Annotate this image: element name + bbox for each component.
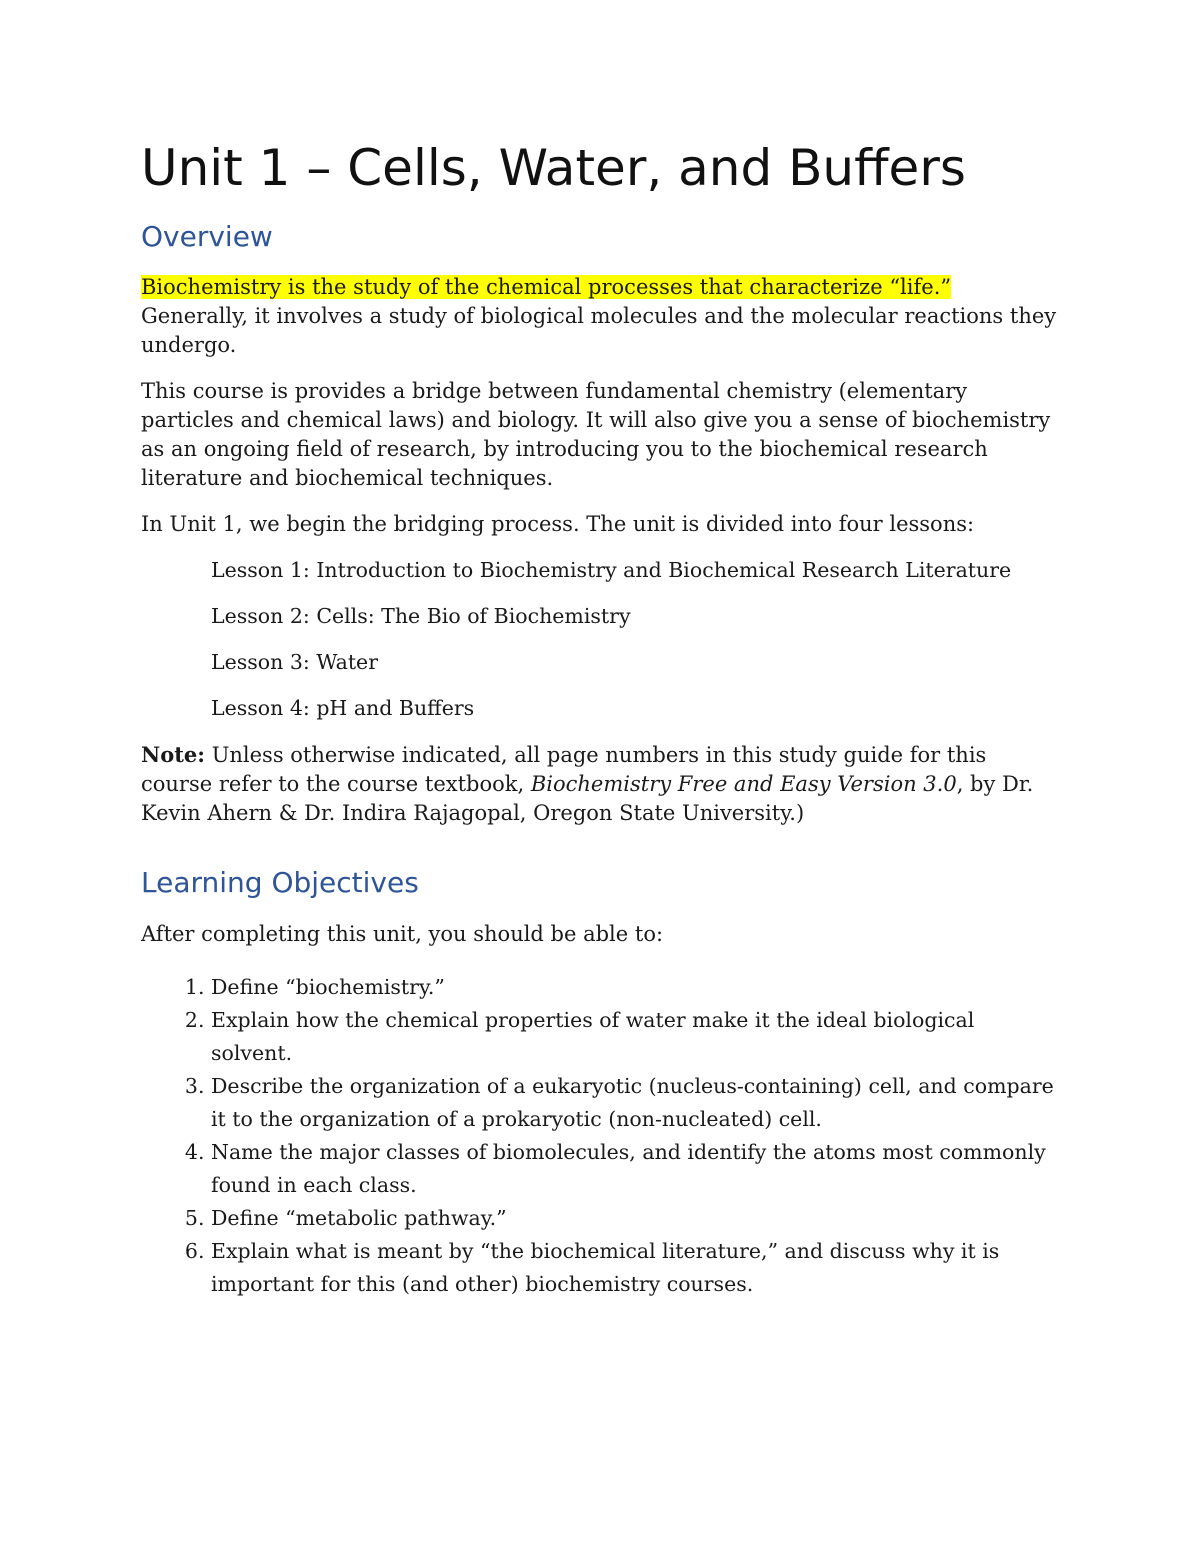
overview-paragraph-2: This course is provides a bridge between fundamental chemistry (elementary particles and chemical laws) and biology. It will also give you a sense of biochemistry as an ongoing field of research, by introducing you to the biochemical research literature and biochemical techniques. bbox=[141, 379, 1051, 491]
lesson-3: Lesson 3: Water bbox=[211, 650, 378, 675]
overview-paragraph-1 bbox=[141, 273, 1061, 360]
learning-objectives-heading: Learning Objectives bbox=[141, 866, 419, 900]
objective-item: 5. Define “metabolic pathway.” bbox=[211, 1202, 1061, 1235]
overview-paragraph-1-rest: Generally, it involves a study of biological molecules and the molecular reactions they undergo. bbox=[141, 304, 1057, 358]
note-paragraph bbox=[141, 740, 1061, 828]
document-page bbox=[141, 140, 1061, 1301]
objective-item: 3. Describe the organization of a eukaryotic (nucleus-containing) cell, and compare it to the organization of a prokaryotic (non-nucleated) cell. bbox=[211, 1070, 1061, 1136]
objectives-list bbox=[141, 971, 1061, 1301]
objective-item: 1. Define “biochemistry.” bbox=[211, 971, 1061, 1004]
lesson-2: Lesson 2: Cells: The Bio of Biochemistry bbox=[211, 604, 631, 629]
note-text-1: Unless otherwise indicated, all page numbers in this study guide for this course refer to the course textbook, bbox=[141, 743, 987, 797]
lesson-4: Lesson 4: pH and Buffers bbox=[211, 696, 475, 721]
objective-item: 6. Explain what is meant by “the biochemical literature,” and discuss why it is important for this (and other) biochemistry courses. bbox=[211, 1235, 1061, 1301]
objectives-intro: After completing this unit, you should be able to: bbox=[141, 921, 664, 946]
lesson-1: Lesson 1: Introduction to Biochemistry and Biochemical Research Literature bbox=[211, 558, 1012, 583]
objective-item: 2. Explain how the chemical properties of water make it the ideal biological solvent. bbox=[211, 1004, 1061, 1070]
page-title: Unit 1 – Cells, Water, and Buffers bbox=[141, 139, 966, 197]
overview-heading: Overview bbox=[141, 219, 273, 253]
note-text-2: , by Dr. Kevin Ahern & Dr. Indira Rajagopal, Oregon State University.) bbox=[141, 772, 1034, 826]
objective-item: 4. Name the major classes of biomolecules, and identify the atoms most commonly found in each class. bbox=[211, 1136, 1061, 1202]
highlighted-definition: Biochemistry is the study of the chemical processes that characterize “life.” bbox=[141, 275, 952, 300]
overview-paragraph-3: In Unit 1, we begin the bridging process. The unit is divided into four lessons: bbox=[141, 512, 975, 537]
textbook-title: Biochemistry Free and Easy Version 3.0 bbox=[530, 772, 957, 797]
note-label: Note: bbox=[141, 742, 206, 768]
